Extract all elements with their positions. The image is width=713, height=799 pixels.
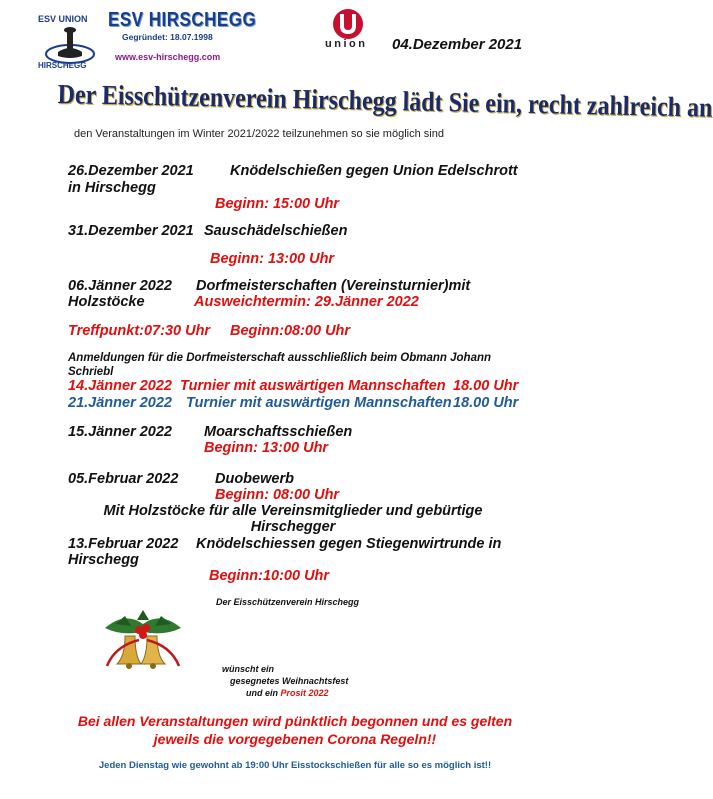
event-6-date: 15.Jänner 2022 [68, 424, 172, 440]
event-3-alternative-date: Ausweichtermin: 29.Jänner 2022 [194, 294, 419, 310]
event-3-start: Beginn:08:00 Uhr [230, 323, 351, 339]
event-1-start: Beginn: 15:00 Uhr [215, 196, 340, 212]
esv-logo [30, 8, 110, 70]
event-3-meeting-time: Treffpunkt:07:30 Uhr [68, 323, 211, 339]
event-5-date: 21.Jänner 2022 [68, 395, 172, 411]
event-3-title: Dorfmeisterschaften (Vereinsturnier)mit [196, 278, 471, 294]
event-6-start: Beginn: 13:00 Uhr [204, 440, 329, 456]
event-3-registration-note: Anmeldungen für die Dorfmeisterschaft ausschließlich beim Obmann Johann Schriebl [68, 352, 492, 378]
event-4-date: 14.Jänner 2022 [68, 378, 172, 394]
club-name: ESV HIRSCHEGG [108, 8, 257, 31]
event-7-start: Beginn: 08:00 Uhr [215, 487, 340, 503]
logo-bottom-text: HIRSCHEGG [38, 61, 87, 70]
club-website: www.esv-hirschegg.com [115, 52, 221, 62]
event-5-title: Turnier mit auswärtigen Mannschaften [186, 395, 452, 411]
event-8-start: Beginn:10:00 Uhr [209, 568, 330, 584]
event-3-date: 06.Jänner 2022 [68, 278, 172, 294]
club-founded: Gegründet: 18.07.1998 [122, 32, 213, 42]
subline: den Veranstaltungen im Winter 2021/2022 teilzunehmen so sie möglich sind [74, 128, 444, 140]
greeting-line1: wünscht ein [222, 664, 275, 674]
event-2-title: Sauschädelschießen [204, 223, 348, 239]
greeting-line2: gesegnetes Weihnachtsfest [230, 676, 349, 686]
corona-notice: Bei allen Veranstaltungen wird pünktlich begonnen und es gelten jeweils die vorgegebenen Corona Regeln!! [77, 713, 513, 747]
event-8-date: 13.Februar 2022 [68, 536, 179, 552]
logo-top-text: ESV UNION [38, 14, 88, 24]
letter-date: 04.Dezember 2021 [392, 36, 523, 53]
event-4-time: 18.00 Uhr [453, 378, 519, 394]
event-8-title: Knödelschiessen gegen Stiegenwirtrunde in [196, 536, 502, 552]
event-8-place: Hirschegg [68, 552, 139, 568]
greeting-prosit: Prosit 2022 [280, 688, 329, 698]
event-7-title: Duobewerb [215, 471, 294, 487]
event-2-date: 31.Dezember 2021 [68, 223, 194, 239]
weekly-notice: Jeden Dienstag wie gewohnt ab 19:00 Uhr Eisstockschießen für alle so es möglich ist!! [98, 760, 492, 771]
event-1-title: Knödelschießen gegen Union Edelschrott [230, 163, 518, 179]
union-label: union [325, 38, 368, 50]
greeting-club: Der Eisschützenverein Hirschegg [216, 597, 360, 607]
event-7-note-line1: Mit Holzstöcke für alle Vereinsmitglieder und gebürtige [103, 503, 483, 519]
event-1-place: in Hirschegg [68, 180, 156, 196]
event-3-line2: Holzstöcke [68, 294, 145, 310]
greeting-line3 [246, 688, 329, 698]
event-6-title: Moarschaftsschießen [204, 424, 353, 440]
christmas-bells-icon [95, 606, 190, 678]
event-4-title: Turnier mit auswärtigen Mannschaften [180, 378, 446, 394]
event-2-start: Beginn: 13:00 Uhr [210, 251, 335, 267]
headline: Der Eisschützenverein Hirschegg lädt Sie ein, recht zahlreich an [57, 80, 713, 124]
event-7-note-line2: Hirschegger [250, 519, 336, 535]
event-7-date: 05.Februar 2022 [68, 471, 179, 487]
greeting-and-a: und ein [246, 688, 278, 698]
event-5-time: 18.00 Uhr [453, 395, 519, 411]
event-1-date: 26.Dezember 2021 [68, 163, 194, 179]
